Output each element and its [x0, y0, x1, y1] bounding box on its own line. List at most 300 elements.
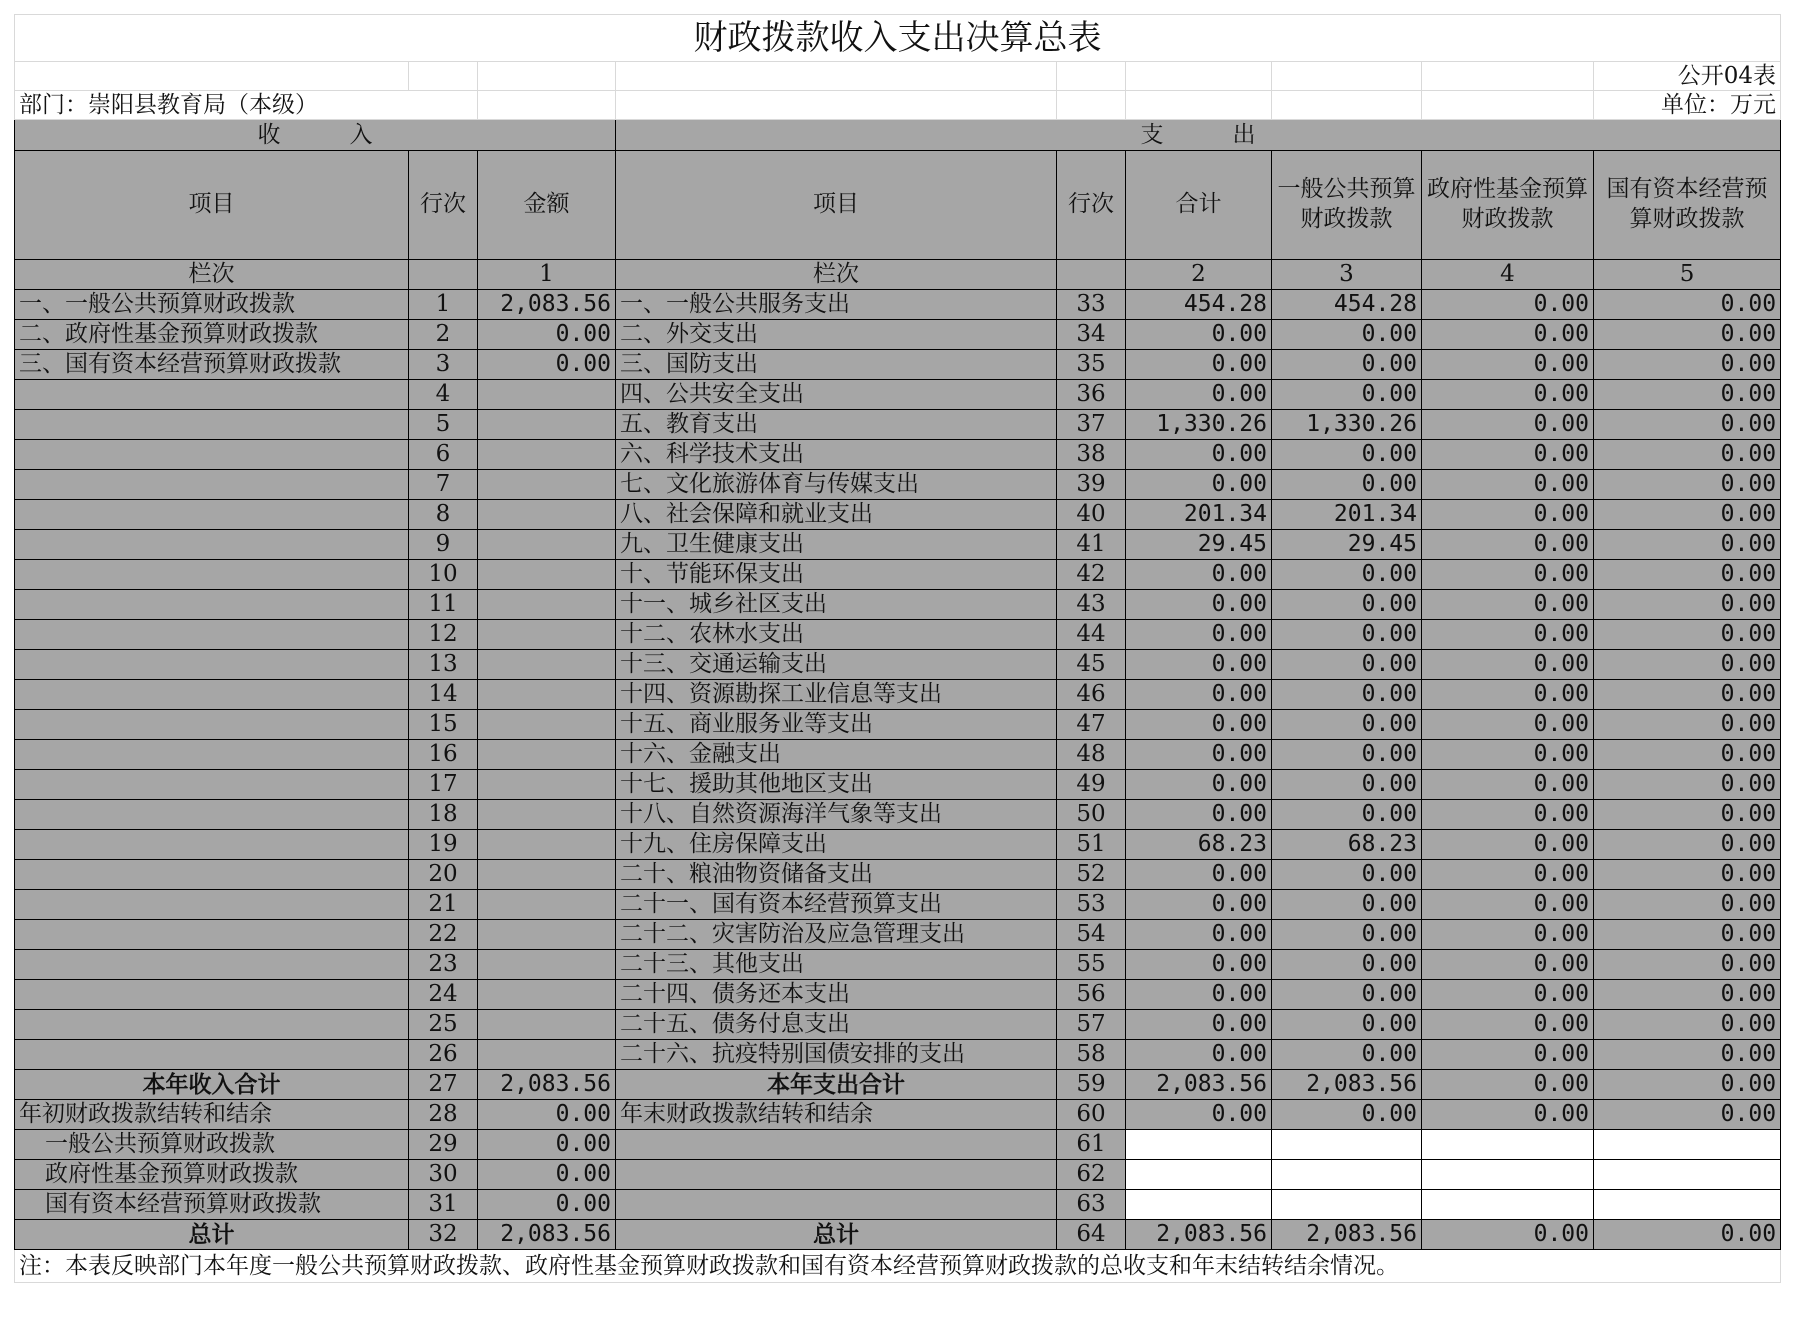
income-item-cell — [15, 680, 409, 710]
income-amount-cell: 0.00 — [478, 1160, 616, 1190]
expense-row-no-cell: 58 — [1057, 1040, 1126, 1070]
income-amount-cell — [478, 440, 616, 470]
income-amount-cell — [478, 830, 616, 860]
expense-row-no-cell: 61 — [1057, 1130, 1126, 1160]
expense-item-cell: 二十六、抗疫特别国债安排的支出 — [616, 1040, 1057, 1070]
total-cell: 0.00 — [1126, 710, 1272, 740]
state-capital-cell: 0.00 — [1594, 380, 1781, 410]
income-row-no-cell: 31 — [409, 1190, 478, 1220]
state-capital-cell: 0.00 — [1594, 980, 1781, 1010]
income-amount-cell: 0.00 — [478, 320, 616, 350]
expense-row-no-cell: 52 — [1057, 860, 1126, 890]
general-budget-cell: 0.00 — [1272, 710, 1422, 740]
income-row-no-cell: 8 — [409, 500, 478, 530]
income-row-no-cell: 19 — [409, 830, 478, 860]
table-row — [15, 890, 1781, 920]
income-row-no-cell: 12 — [409, 620, 478, 650]
state-capital-cell: 0.00 — [1594, 500, 1781, 530]
expense-row-no-cell: 55 — [1057, 950, 1126, 980]
total-cell: 0.00 — [1126, 380, 1272, 410]
expense-item-cell: 二十四、债务还本支出 — [616, 980, 1057, 1010]
table-row — [15, 800, 1781, 830]
income-row-no-cell: 10 — [409, 560, 478, 590]
income-row-no-cell: 3 — [409, 350, 478, 380]
fund-budget-cell — [1422, 1190, 1594, 1220]
general-budget-cell: 0.00 — [1272, 860, 1422, 890]
table-row — [15, 1070, 1781, 1100]
income-amount-cell — [478, 590, 616, 620]
table-row — [15, 710, 1781, 740]
income-row-no-cell: 30 — [409, 1160, 478, 1190]
income-amount-cell — [478, 530, 616, 560]
total-cell — [1126, 1130, 1272, 1160]
income-item-cell — [15, 500, 409, 530]
state-capital-cell: 0.00 — [1594, 410, 1781, 440]
income-amount-cell: 2,083.56 — [478, 1220, 616, 1250]
state-capital-cell: 0.00 — [1594, 830, 1781, 860]
income-item-cell: 三、国有资本经营预算财政拨款 — [15, 350, 409, 380]
income-amount-cell — [478, 860, 616, 890]
income-row-no-cell: 29 — [409, 1130, 478, 1160]
col-income-row-no: 行次 — [409, 151, 478, 260]
income-amount-cell — [478, 470, 616, 500]
income-item-cell — [15, 980, 409, 1010]
table-row — [15, 530, 1781, 560]
report-sheet — [14, 14, 1780, 1283]
expense-item-cell: 本年支出合计 — [616, 1070, 1057, 1100]
income-row-no-cell: 20 — [409, 860, 478, 890]
fund-budget-cell: 0.00 — [1422, 710, 1594, 740]
fund-budget-cell: 0.00 — [1422, 1220, 1594, 1250]
expense-row-no-cell: 44 — [1057, 620, 1126, 650]
income-amount-cell — [478, 770, 616, 800]
expense-item-cell: 十九、住房保障支出 — [616, 830, 1057, 860]
fund-budget-cell: 0.00 — [1422, 830, 1594, 860]
state-capital-cell: 0.00 — [1594, 950, 1781, 980]
fund-budget-cell: 0.00 — [1422, 560, 1594, 590]
general-budget-cell: 0.00 — [1272, 770, 1422, 800]
expense-row-no-cell: 37 — [1057, 410, 1126, 440]
fund-budget-cell: 0.00 — [1422, 980, 1594, 1010]
expense-item-cell: 四、公共安全支出 — [616, 380, 1057, 410]
total-cell: 0.00 — [1126, 770, 1272, 800]
income-row-no-cell: 25 — [409, 1010, 478, 1040]
income-item-cell — [15, 380, 409, 410]
expense-row-no-cell: 35 — [1057, 350, 1126, 380]
table-row — [15, 380, 1781, 410]
general-budget-cell: 0.00 — [1272, 1010, 1422, 1040]
fund-budget-cell: 0.00 — [1422, 650, 1594, 680]
income-row-no-cell: 16 — [409, 740, 478, 770]
lanci-2: 2 — [1126, 260, 1272, 290]
total-cell: 0.00 — [1126, 980, 1272, 1010]
expense-item-cell: 二十五、债务付息支出 — [616, 1010, 1057, 1040]
income-row-no-cell: 13 — [409, 650, 478, 680]
table-row — [15, 770, 1781, 800]
total-cell: 454.28 — [1126, 290, 1272, 320]
income-amount-cell — [478, 380, 616, 410]
total-cell: 2,083.56 — [1126, 1220, 1272, 1250]
expense-item-cell: 八、社会保障和就业支出 — [616, 500, 1057, 530]
state-capital-cell: 0.00 — [1594, 320, 1781, 350]
general-budget-cell: 2,083.56 — [1272, 1070, 1422, 1100]
income-item-cell — [15, 920, 409, 950]
col-income-item: 项目 — [15, 151, 409, 260]
income-item-cell — [15, 620, 409, 650]
total-cell: 0.00 — [1126, 950, 1272, 980]
total-cell — [1126, 1190, 1272, 1220]
report-title: 财政拨款收入支出决算总表 — [15, 15, 1781, 62]
fund-budget-cell: 0.00 — [1422, 680, 1594, 710]
table-row — [15, 290, 1781, 320]
fund-budget-cell: 0.00 — [1422, 470, 1594, 500]
income-amount-cell: 0.00 — [478, 350, 616, 380]
income-item-cell — [15, 650, 409, 680]
income-amount-cell: 0.00 — [478, 1190, 616, 1220]
table-row — [15, 1040, 1781, 1070]
state-capital-cell: 0.00 — [1594, 770, 1781, 800]
expense-item-cell: 九、卫生健康支出 — [616, 530, 1057, 560]
income-row-no-cell: 27 — [409, 1070, 478, 1100]
income-amount-cell — [478, 980, 616, 1010]
income-amount-cell — [478, 800, 616, 830]
expense-row-no-cell: 46 — [1057, 680, 1126, 710]
income-item-cell: 国有资本经营预算财政拨款 — [15, 1190, 409, 1220]
income-amount-cell: 2,083.56 — [478, 1070, 616, 1100]
table-row — [15, 500, 1781, 530]
expense-item-cell: 五、教育支出 — [616, 410, 1057, 440]
fund-budget-cell: 0.00 — [1422, 1040, 1594, 1070]
income-row-no-cell: 23 — [409, 950, 478, 980]
income-amount-cell — [478, 680, 616, 710]
form-number: 公开04表 — [1594, 62, 1781, 91]
income-amount-cell — [478, 920, 616, 950]
income-amount-cell — [478, 560, 616, 590]
state-capital-cell: 0.00 — [1594, 590, 1781, 620]
income-item-cell: 一般公共预算财政拨款 — [15, 1130, 409, 1160]
expense-row-no-cell: 39 — [1057, 470, 1126, 500]
expense-item-cell: 年末财政拨款结转和结余 — [616, 1100, 1057, 1130]
income-item-cell — [15, 710, 409, 740]
expense-header: 支 出 — [616, 120, 1781, 151]
general-budget-cell: 0.00 — [1272, 1100, 1422, 1130]
table-row — [15, 1190, 1781, 1220]
expense-row-no-cell: 53 — [1057, 890, 1126, 920]
fund-budget-cell: 0.00 — [1422, 950, 1594, 980]
income-item-cell — [15, 830, 409, 860]
table-row — [15, 560, 1781, 590]
general-budget-cell: 2,083.56 — [1272, 1220, 1422, 1250]
expense-row-no-cell: 34 — [1057, 320, 1126, 350]
fund-budget-cell: 0.00 — [1422, 290, 1594, 320]
state-capital-cell: 0.00 — [1594, 560, 1781, 590]
state-capital-cell: 0.00 — [1594, 860, 1781, 890]
expense-row-no-cell: 47 — [1057, 710, 1126, 740]
fund-budget-cell: 0.00 — [1422, 350, 1594, 380]
expense-item-cell: 七、文化旅游体育与传媒支出 — [616, 470, 1057, 500]
expense-item-cell: 总计 — [616, 1220, 1057, 1250]
expense-row-no-cell: 49 — [1057, 770, 1126, 800]
state-capital-cell: 0.00 — [1594, 1040, 1781, 1070]
total-cell: 0.00 — [1126, 440, 1272, 470]
income-row-no-cell: 22 — [409, 920, 478, 950]
general-budget-cell: 0.00 — [1272, 740, 1422, 770]
general-budget-cell: 29.45 — [1272, 530, 1422, 560]
income-amount-cell: 2,083.56 — [478, 290, 616, 320]
general-budget-cell: 0.00 — [1272, 1040, 1422, 1070]
fund-budget-cell: 0.00 — [1422, 620, 1594, 650]
total-cell: 201.34 — [1126, 500, 1272, 530]
income-row-no-cell: 7 — [409, 470, 478, 500]
income-row-no-cell: 6 — [409, 440, 478, 470]
table-row — [15, 320, 1781, 350]
income-amount-cell — [478, 620, 616, 650]
fund-budget-cell — [1422, 1160, 1594, 1190]
col-income-amount: 金额 — [478, 151, 616, 260]
expense-item-cell: 十七、援助其他地区支出 — [616, 770, 1057, 800]
lanci-3: 3 — [1272, 260, 1422, 290]
income-item-cell — [15, 440, 409, 470]
fund-budget-cell: 0.00 — [1422, 800, 1594, 830]
state-capital-cell: 0.00 — [1594, 530, 1781, 560]
fund-budget-cell: 0.00 — [1422, 1100, 1594, 1130]
expense-item-cell: 十五、商业服务业等支出 — [616, 710, 1057, 740]
income-row-no-cell: 14 — [409, 680, 478, 710]
expense-row-no-cell: 60 — [1057, 1100, 1126, 1130]
state-capital-cell — [1594, 1190, 1781, 1220]
total-cell: 2,083.56 — [1126, 1070, 1272, 1100]
income-amount-cell — [478, 410, 616, 440]
expense-item-cell: 十、节能环保支出 — [616, 560, 1057, 590]
fund-budget-cell: 0.00 — [1422, 380, 1594, 410]
fund-budget-cell: 0.00 — [1422, 530, 1594, 560]
expense-row-no-cell: 45 — [1057, 650, 1126, 680]
general-budget-cell: 0.00 — [1272, 980, 1422, 1010]
income-amount-cell — [478, 710, 616, 740]
total-cell: 0.00 — [1126, 470, 1272, 500]
expense-row-no-cell: 54 — [1057, 920, 1126, 950]
income-item-cell — [15, 890, 409, 920]
expense-item-cell — [616, 1160, 1057, 1190]
fund-budget-cell: 0.00 — [1422, 1010, 1594, 1040]
general-budget-cell — [1272, 1130, 1422, 1160]
table-row — [15, 1130, 1781, 1160]
total-cell: 0.00 — [1126, 860, 1272, 890]
total-cell: 29.45 — [1126, 530, 1272, 560]
income-amount-cell — [478, 1010, 616, 1040]
table-row — [15, 440, 1781, 470]
general-budget-cell: 0.00 — [1272, 890, 1422, 920]
state-capital-cell: 0.00 — [1594, 680, 1781, 710]
total-cell: 0.00 — [1126, 920, 1272, 950]
income-item-cell: 一、一般公共预算财政拨款 — [15, 290, 409, 320]
general-budget-cell: 0.00 — [1272, 920, 1422, 950]
fund-budget-cell: 0.00 — [1422, 590, 1594, 620]
income-item-cell — [15, 590, 409, 620]
fund-budget-cell: 0.00 — [1422, 740, 1594, 770]
table-row — [15, 830, 1781, 860]
state-capital-cell: 0.00 — [1594, 350, 1781, 380]
income-row-no-cell: 28 — [409, 1100, 478, 1130]
fund-budget-cell: 0.00 — [1422, 440, 1594, 470]
income-amount-cell — [478, 740, 616, 770]
lanci-4: 4 — [1422, 260, 1594, 290]
income-item-cell — [15, 410, 409, 440]
total-cell: 0.00 — [1126, 650, 1272, 680]
total-cell: 0.00 — [1126, 620, 1272, 650]
table-row — [15, 1100, 1781, 1130]
state-capital-cell: 0.00 — [1594, 1010, 1781, 1040]
lanci-label-expense: 栏次 — [616, 260, 1057, 290]
expense-row-no-cell: 33 — [1057, 290, 1126, 320]
income-item-cell: 二、政府性基金预算财政拨款 — [15, 320, 409, 350]
income-amount-cell: 0.00 — [478, 1100, 616, 1130]
expense-item-cell: 十三、交通运输支出 — [616, 650, 1057, 680]
income-item-cell — [15, 530, 409, 560]
general-budget-cell: 201.34 — [1272, 500, 1422, 530]
income-row-no-cell: 21 — [409, 890, 478, 920]
income-item-cell — [15, 860, 409, 890]
general-budget-cell — [1272, 1190, 1422, 1220]
table-row — [15, 860, 1781, 890]
state-capital-cell: 0.00 — [1594, 890, 1781, 920]
table-row — [15, 950, 1781, 980]
state-capital-cell: 0.00 — [1594, 710, 1781, 740]
income-item-cell — [15, 800, 409, 830]
table-row — [15, 590, 1781, 620]
total-cell: 68.23 — [1126, 830, 1272, 860]
lanci-1: 1 — [478, 260, 616, 290]
income-item-cell — [15, 470, 409, 500]
income-item-cell — [15, 770, 409, 800]
general-budget-cell: 0.00 — [1272, 950, 1422, 980]
fund-budget-cell: 0.00 — [1422, 860, 1594, 890]
general-budget-cell: 0.00 — [1272, 650, 1422, 680]
income-amount-cell: 0.00 — [478, 1130, 616, 1160]
general-budget-cell: 0.00 — [1272, 590, 1422, 620]
total-cell: 1,330.26 — [1126, 410, 1272, 440]
general-budget-cell: 0.00 — [1272, 800, 1422, 830]
income-item-cell — [15, 560, 409, 590]
expense-item-cell: 一、一般公共服务支出 — [616, 290, 1057, 320]
income-row-no-cell: 9 — [409, 530, 478, 560]
fund-budget-cell — [1422, 1130, 1594, 1160]
expense-item-cell — [616, 1130, 1057, 1160]
col-expense-row-no: 行次 — [1057, 151, 1126, 260]
state-capital-cell — [1594, 1130, 1781, 1160]
footnote: 注：本表反映部门本年度一般公共预算财政拨款、政府性基金预算财政拨款和国有资本经营预算财政拨款的总收支和年末结转结余情况。 — [15, 1250, 1781, 1283]
expense-item-cell: 十六、金融支出 — [616, 740, 1057, 770]
income-item-cell: 本年收入合计 — [15, 1070, 409, 1100]
general-budget-cell: 0.00 — [1272, 470, 1422, 500]
expense-row-no-cell: 42 — [1057, 560, 1126, 590]
expense-item-cell: 二十、粮油物资储备支出 — [616, 860, 1057, 890]
income-item-cell: 年初财政拨款结转和结余 — [15, 1100, 409, 1130]
income-row-no-cell: 11 — [409, 590, 478, 620]
general-budget-cell: 1,330.26 — [1272, 410, 1422, 440]
income-row-no-cell: 18 — [409, 800, 478, 830]
table-row — [15, 920, 1781, 950]
state-capital-cell — [1594, 1160, 1781, 1190]
general-budget-cell: 0.00 — [1272, 560, 1422, 590]
income-row-no-cell: 17 — [409, 770, 478, 800]
total-cell: 0.00 — [1126, 1010, 1272, 1040]
expense-row-no-cell: 36 — [1057, 380, 1126, 410]
state-capital-cell: 0.00 — [1594, 650, 1781, 680]
expense-row-no-cell: 59 — [1057, 1070, 1126, 1100]
general-budget-cell: 0.00 — [1272, 620, 1422, 650]
fund-budget-cell: 0.00 — [1422, 770, 1594, 800]
state-capital-cell: 0.00 — [1594, 1070, 1781, 1100]
general-budget-cell: 0.00 — [1272, 350, 1422, 380]
total-cell: 0.00 — [1126, 560, 1272, 590]
expense-item-cell: 十四、资源勘探工业信息等支出 — [616, 680, 1057, 710]
state-capital-cell: 0.00 — [1594, 1220, 1781, 1250]
expense-row-no-cell: 38 — [1057, 440, 1126, 470]
expense-row-no-cell: 51 — [1057, 830, 1126, 860]
expense-row-no-cell: 62 — [1057, 1160, 1126, 1190]
expense-item-cell: 六、科学技术支出 — [616, 440, 1057, 470]
income-amount-cell — [478, 650, 616, 680]
income-row-no-cell: 26 — [409, 1040, 478, 1070]
general-budget-cell: 0.00 — [1272, 680, 1422, 710]
total-cell: 0.00 — [1126, 800, 1272, 830]
expense-row-no-cell: 40 — [1057, 500, 1126, 530]
general-budget-cell: 0.00 — [1272, 320, 1422, 350]
fund-budget-cell: 0.00 — [1422, 1070, 1594, 1100]
col-total: 合计 — [1126, 151, 1272, 260]
total-cell: 0.00 — [1126, 890, 1272, 920]
expense-row-no-cell: 57 — [1057, 1010, 1126, 1040]
state-capital-cell: 0.00 — [1594, 740, 1781, 770]
table-row — [15, 620, 1781, 650]
total-cell: 0.00 — [1126, 320, 1272, 350]
expense-item-cell: 二、外交支出 — [616, 320, 1057, 350]
general-budget-cell: 0.00 — [1272, 440, 1422, 470]
total-cell: 0.00 — [1126, 680, 1272, 710]
income-row-no-cell: 15 — [409, 710, 478, 740]
fund-budget-cell: 0.00 — [1422, 500, 1594, 530]
col-expense-item: 项目 — [616, 151, 1057, 260]
col-state-capital: 国有资本经营预算财政拨款 — [1594, 151, 1781, 260]
expense-row-no-cell: 41 — [1057, 530, 1126, 560]
income-amount-cell — [478, 950, 616, 980]
table-row — [15, 410, 1781, 440]
table-row — [15, 1160, 1781, 1190]
income-item-cell — [15, 740, 409, 770]
expense-row-no-cell: 48 — [1057, 740, 1126, 770]
lanci-label-income: 栏次 — [15, 260, 409, 290]
total-cell: 0.00 — [1126, 740, 1272, 770]
income-item-cell: 总计 — [15, 1220, 409, 1250]
income-row-no-cell: 4 — [409, 380, 478, 410]
income-item-cell — [15, 950, 409, 980]
expense-item-cell: 十八、自然资源海洋气象等支出 — [616, 800, 1057, 830]
state-capital-cell: 0.00 — [1594, 800, 1781, 830]
expense-row-no-cell: 50 — [1057, 800, 1126, 830]
col-general-budget: 一般公共预算财政拨款 — [1272, 151, 1422, 260]
total-cell: 0.00 — [1126, 1100, 1272, 1130]
expense-item-cell: 十二、农林水支出 — [616, 620, 1057, 650]
expense-row-no-cell: 56 — [1057, 980, 1126, 1010]
expense-item-cell: 二十二、灾害防治及应急管理支出 — [616, 920, 1057, 950]
state-capital-cell: 0.00 — [1594, 440, 1781, 470]
expense-row-no-cell: 63 — [1057, 1190, 1126, 1220]
lanci-5: 5 — [1594, 260, 1781, 290]
state-capital-cell: 0.00 — [1594, 1100, 1781, 1130]
income-item-cell — [15, 1040, 409, 1070]
income-row-no-cell: 2 — [409, 320, 478, 350]
